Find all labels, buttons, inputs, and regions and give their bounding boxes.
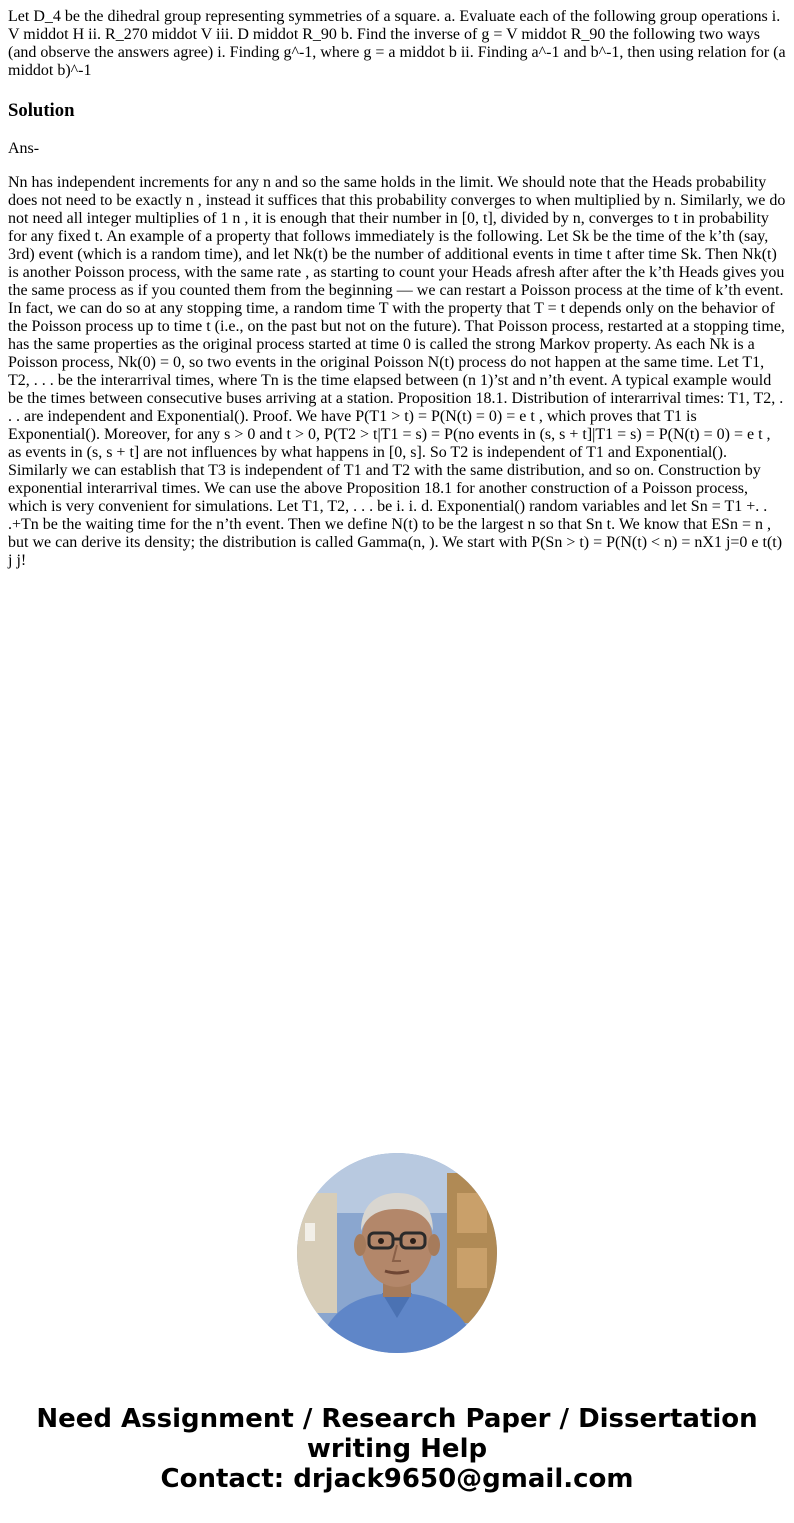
document-content	[8, 0, 786, 570]
question-text: Let D_4 be the dihedral group representing symmetries of a square. a. Evaluate each of the following group operations i. V middot H ii. R_270 middot V iii. D middot R_90 b. Find the inverse of g = V middot R_90 the following two ways (and observe the answers agree) i. Finding g^-1, where g = a middot b ii. Finding a^-1 and b^-1, then using relation for (a middot b)^-1	[8, 8, 786, 79]
author-photo	[297, 1153, 497, 1353]
promo-line-1: Need Assignment / Research Paper / Dissertation	[36, 1404, 758, 1434]
promo-contact: Contact: drjack9650@gmail.com	[160, 1464, 634, 1494]
answer-label: Ans-	[8, 140, 40, 157]
promo-banner	[0, 1404, 794, 1494]
author-photo-illustration	[297, 1153, 497, 1353]
promo-line-2: writing Help	[306, 1434, 488, 1464]
solution-heading: Solution	[8, 100, 75, 121]
answer-body: Nn has independent increments for any n and so the same holds in the limit. We should note that the Heads probability does not need to be exactly n , instead it suffices that this probability converges to when multiplied by n. Similarly, we do not need all integer multiplies of 1 n , it is enough that their number in [0, t], divided by n, converges to t in probability for any fixed t. An example of a property that follows immediately is the following. Let Sk be the time of the k’th (say, 3rd) event (which is a random time), and let Nk(t) be the number of additional events in time t after time Sk. Then Nk(t) is another Poisson process, with the same rate , as starting to count your Heads afresh after after the k’th Heads gives you the same process as if you counted them from the beginning — we can restart a Poisson process at the time of k’th event. In fact, we can do so at any stopping time, a random time T with the property that T = t depends only on the behavior of the Poisson process up to time t (i.e., on the past but not on the future). That Poisson process, restarted at a stopping time, has the same properties as the original process started at time 0 is called the strong Markov property. As each Nk is a Poisson process, Nk(0) = 0, so two events in the original Poisson N(t) process do not happen at the same time. Let T1, T2, . . . be the interarrival times, where Tn is the time elapsed between (n 1)’st and n’th event. A typical example would be the times between consecutive buses arriving at a station. Proposition 18.1. Distribution of interarrival times: T1, T2, . . . are independent and Exponential(). Proof. We have P(T1 > t) = P(N(t) = 0) = e t , which proves that T1 is Exponential(). Moreover, for any s > 0 and t > 0, P(T2 > t|T1 = s) = P(no events in (s, s + t]|T1 = s) = P(N(t) = 0) = e t , as events in (s, s + t] are not influences by what happens in [0, s]. So T2 is independent of T1 and Exponential(). Similarly we can establish that T3 is independent of T1 and T2 with the same distribution, and so on. Construction by exponential interarrival times. We can use the above Proposition 18.1 for another construction of a Poisson process, which is very convenient for simulations. Let T1, T2, . . . be i. i. d. Exponential() random variables and let Sn = T1 +. . .+Tn be the waiting time for the n’th event. Then we define N(t) to be the largest n so that Sn t. We know that ESn = n , but we can derive its density; the distribution is called Gamma(n, ). We start with P(Sn > t) = P(N(t) < n) = nX1 j=0 e t(t) j j!	[8, 174, 786, 569]
